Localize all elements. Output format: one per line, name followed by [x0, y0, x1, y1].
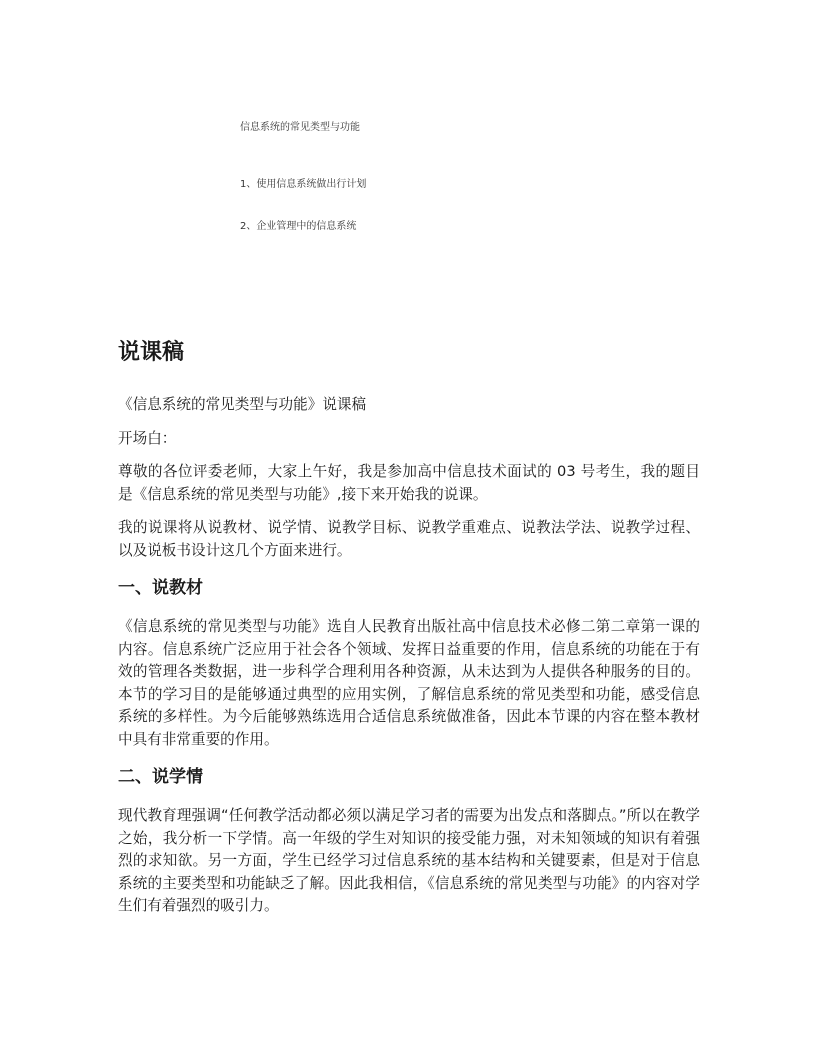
document-body [118, 338, 700, 929]
document-title: 说课稿 [118, 340, 185, 365]
section-paragraph-students: 现代教育理强调“任何教学活动都必须以满足学习者的需要为出发点和落脚点。”所以在教学之始，我分析一下学情。高一年级的学生对知识的接受能力强，对未知领域的知识有着强烈的求知欲。另一方面，学生已经学习过信息系统的基本结构和关键要素，但是对于信息系统的主要类型和功能缺乏了解。因此我相信，《信息系统的常见类型与功能》的内容对学生们有着强烈的吸引力。 [118, 807, 700, 914]
section-heading-students: 二、说学情 [118, 767, 203, 787]
overview-paragraph: 我的说课将从说教材、说学情、说教学目标、说教学重难点、说教法学法、说教学过程、以及说板书设计这几个方面来进行。 [118, 519, 700, 559]
opening-paragraph: 尊敬的各位评委老师，大家上午好，我是参加高中信息技术面试的 03 号考生，我的题目是《信息系统的常见类型与功能》,接下来开始我的说课。 [118, 463, 700, 503]
outline-title: 信息系统的常见类型与功能 [240, 122, 360, 133]
outline-item-1: 1、使用信息系统做出行计划 [240, 179, 367, 190]
outline-item-2: 2、企业管理中的信息系统 [240, 221, 357, 232]
section-heading-textbook: 一、说教材 [118, 578, 203, 598]
section-paragraph-textbook: 《信息系统的常见类型与功能》选自人民教育出版社高中信息技术必修二第二章第一课的内容。信息系统广泛应用于社会各个领域、发挥日益重要的作用，信息系统的功能在于有效的管理各类数据，进一步科学合理利用各种资源，从未达到为人提供各种服务的目的。本节的学习目的是能够通过典型的应用实例，了解信息系统的常见类型和功能，感受信息系统的多样性。为今后能够熟练选用合适信息系统做准备，因此本节课的内容在整本教材中具有非常重要的作用。 [118, 618, 700, 748]
opening-label: 开场白： [118, 429, 177, 447]
document-subtitle: 《信息系统的常见类型与功能》说课稿 [118, 396, 367, 413]
